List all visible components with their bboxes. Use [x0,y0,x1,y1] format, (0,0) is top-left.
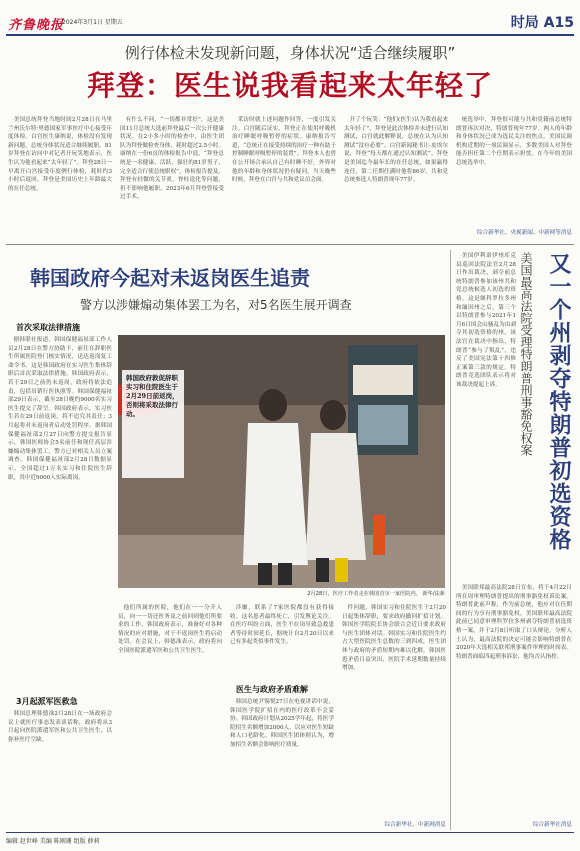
story3-subhead: 美国最高法院受理特朗普刑事豁免权案 [519,252,533,456]
story2-section-title-1: 首次采取法律措施 [16,323,80,332]
section-page-label: 时局 A15 [510,15,574,31]
issue-date: 2024年3月1日 星期五 [62,19,123,26]
story3-column-2: 美国联邦最高法院28日宣布，将于4月22日所在周审理特朗普提出的刑事豁免权诉讼案。特朗普此前声称，作为前总统，他应对在任期间的行为享有刑事豁免权。美国联邦最高法院此前已同意审理科罗拉多州剥夺特朗普初选资格一案，并于2月8日听取了口头辩论。分析人士认为，最高法院的决定可能会影响特朗普在2020年大选相关联邦刑事案件审理的时间表。特朗普面临四起刑事诉讼，他均否认指控。 [456,585,572,660]
story2-byline: 综合新华社、中新网消息 [384,822,446,828]
masthead-logo: 齐鲁晚报 [8,18,65,33]
story2-column-3b: 韩国总统尹锡悦27日在电视讲话中说，韩国医学院扩招在内的医疗改革不会妥协。韩国政府计划从2025学年起，将医学院招生名额增加2000人，以应对医生短缺和人口老龄化。韩国医生团体则认为，增加招生名额会影响医疗质量。 [230,699,334,748]
story1-column-2: 有什么不同，“一切都非常好”，这是美国11月总统大选前拜登最后一次公开健康状况。在2小多小时的检查中，由医生团队为拜登做检查身体，耗时超过2.5小时。康纳在一份6页的体检报告中说，“拜登总统是一名健康、活跃、强壮的81岁男子，完全适合行使总统职权”。体检报告提及，拜登有轻微的关节炎、脊柱退化等问题，但不影响他履职。2023年6月拜登曾接受过手术。 [120,117,224,201]
section-divider [6,244,574,245]
story2-column-4: 件问题。韩国实习和住院医生于2月20日起集体辞职，要求政府撤回扩招计划。韩国医学院院长协会联合会近日要求政府与医生团体对话。韩国实习和住院医生约占大型医院医生总数的三到四成，医生团体与政府的矛盾短期内难以化解。韩国医患矛盾日益突出，医院手术延期数量持续增加。 [342,605,446,672]
story3-byline: 综合新华社消息 [532,822,572,828]
photo-overlay-summary: 韩国政府敦促辞职实习和住院医生于2月29日前返岗，否则将采取法律行动。 [122,370,184,478]
masthead-rule [6,34,574,36]
story1-column-5: 统选举中，拜登很可能与共和党籍前总统特朗普再次对决，特朗普现年77岁。两人的年龄和身体状况已成为选民关注的焦点。美国民调机构近期的一项民调显示，多数美国人对拜登能否担任第二个任期表示担忧。在今年的美国总统选举中， [456,117,572,166]
story2-headline: 韩国政府今起对未返岗医生追责 [30,266,310,290]
story1-headline: 拜登：医生说我看起来太年轻了 [86,69,493,102]
column-separator [450,250,451,830]
story3-column-1: 美国伊利诺伊州库克县巡回法院法官2月28日作出裁决，剥夺前总统特朗普参加该州共和党总统候选人初选的资格。这是继科罗拉多州和缅因州之后，第三个以特朗普参与2021年1月6日国会山骚乱为由剥夺其初选资格的州。该法官在裁决中指出，特朗普“参与了叛乱”，违反了美国宪法第十四修正案第三款的规定。特朗普竞选团队表示将对该裁决提起上诉。 [456,253,516,388]
story2-column-2: 他们所属的医院，他们在一一分开人员，向一一切还医务及之前回到他们所要求的工作。韩国政府表示，准备好对各种情况的应对措施，对于不返岗医生将启动处罚。在会议上，韩德洙表示，政府将向全国医院派遣军医和公共卫生医生。 [118,605,222,654]
story2-subhead: 警方以涉嫌煽动集体罢工为名，对5名医生展开调查 [80,298,352,312]
story1-byline: 综合新华社、央视新闻、中新网等消息 [476,230,572,236]
story2-section-title-3: 医生与政府矛盾难解 [236,685,308,694]
story1-column-3: 采访时就上述问题作回答，一度引发关注。白宫随后证实，拜登正在使用呼吸机治疗睡眠呼吸暂停的症状。康纳报告写道，“总统正在接受持续的治疗一种有助于控制睡眠呼吸暂停的装置”。拜登本人也曾在公开场合承认自己有时睡不好，外界对他的年龄和身体状况仍有疑问。当天晚些时候，拜登在白宫与共和党议员会面。 [232,117,336,184]
story1-column-4: 开了个玩笑：“他们(医生)认为我看起来太年轻了”。拜登是此次体检并未进行认知测试，白宫就此解释说，总统在认为认知测试“没有必要”。白宫新闻秘书让-皮埃尔说，拜登“每天都在通过认知测试”。拜登是美国迄今最年长的在任总统，如果赢得连任，第二任期任满时他将86岁。共和党总统参选人特朗普现年77岁。 [344,117,448,184]
story3-headline: 又一个州剥夺特朗普初选资格 [546,252,572,551]
footer-rule [6,832,574,833]
story1-subhead: 例行体检未发现新问题，身体状况“适合继续履职” [124,44,456,62]
story2-column-1: 据韩联社报道，韩国保健福祉部工作人员2月28日在警方协助下，前往在辞职医生所属医院登门核实情况，送达返岗复工命令书。这是韩国政府在实习医生集体辞职后首次采取法律措施。韩国政府表示，若于29日之前仍未返岗，政府将依法追责，包括吊销行医执照等。韩国保健福祉部29日表示，截至28日晚约9000名实习医生提交了辞呈。韩国政府表示，实习医生若在29日前返岗，将不追究其责任；3月起将对未返岗者启动处罚程序。据韩国保健福祉部2月27日向警方提交报告显示，韩国医师协会5名前任和现任高层涉嫌煽动集体罢工，警方已对相关人员立案调查。韩国保健福祉部2月28日数据显示，全国超过1万名实习和住院医生辞职，其中近9000人实际离岗。 [8,337,112,481]
story2-section-title-2: 3月起派军医救急 [16,697,78,706]
editor-credits: 编辑 赵世峰 美编 陈刚珊 组版 薛莉 [6,838,100,845]
story2-column-3: 涉嫌，联系了7家医院都没有获得接收。这名患者最终死亡，引发舆论关注。在医疗纠纷方面，医生不在岗导致急救患者等待时间延长，据统计自2月20日以来已有多起类似事件发生。 [230,605,334,646]
photo-caption: 2月28日，医疗工作者走在韩国首尔一家医院内。 新华/法新 [307,591,445,597]
story2-column-1b: 韩国总理韩德洙2月28日在一场政府会议上就医疗事态发表谈话称，政府将从3月起向医院派遣军医和公共卫生医生，以弥补医疗空缺。 [8,711,112,743]
story1-column-1: 美国总统拜登当地时间2月28日在马里兰州沃尔特·里德国家军事医疗中心接受年度体检。白宫医生康纳说，体检没有发现新问题，总统身体状况适合继续履职。81岁拜登在访问中对记者开玩笑地表示，医生认为他看起来“太年轻了”。拜登28日一早离开白宫接受年度例行体检，耗时约3小时后返回。拜登是美国历史上年龄最大的在任总统。 [8,117,112,192]
